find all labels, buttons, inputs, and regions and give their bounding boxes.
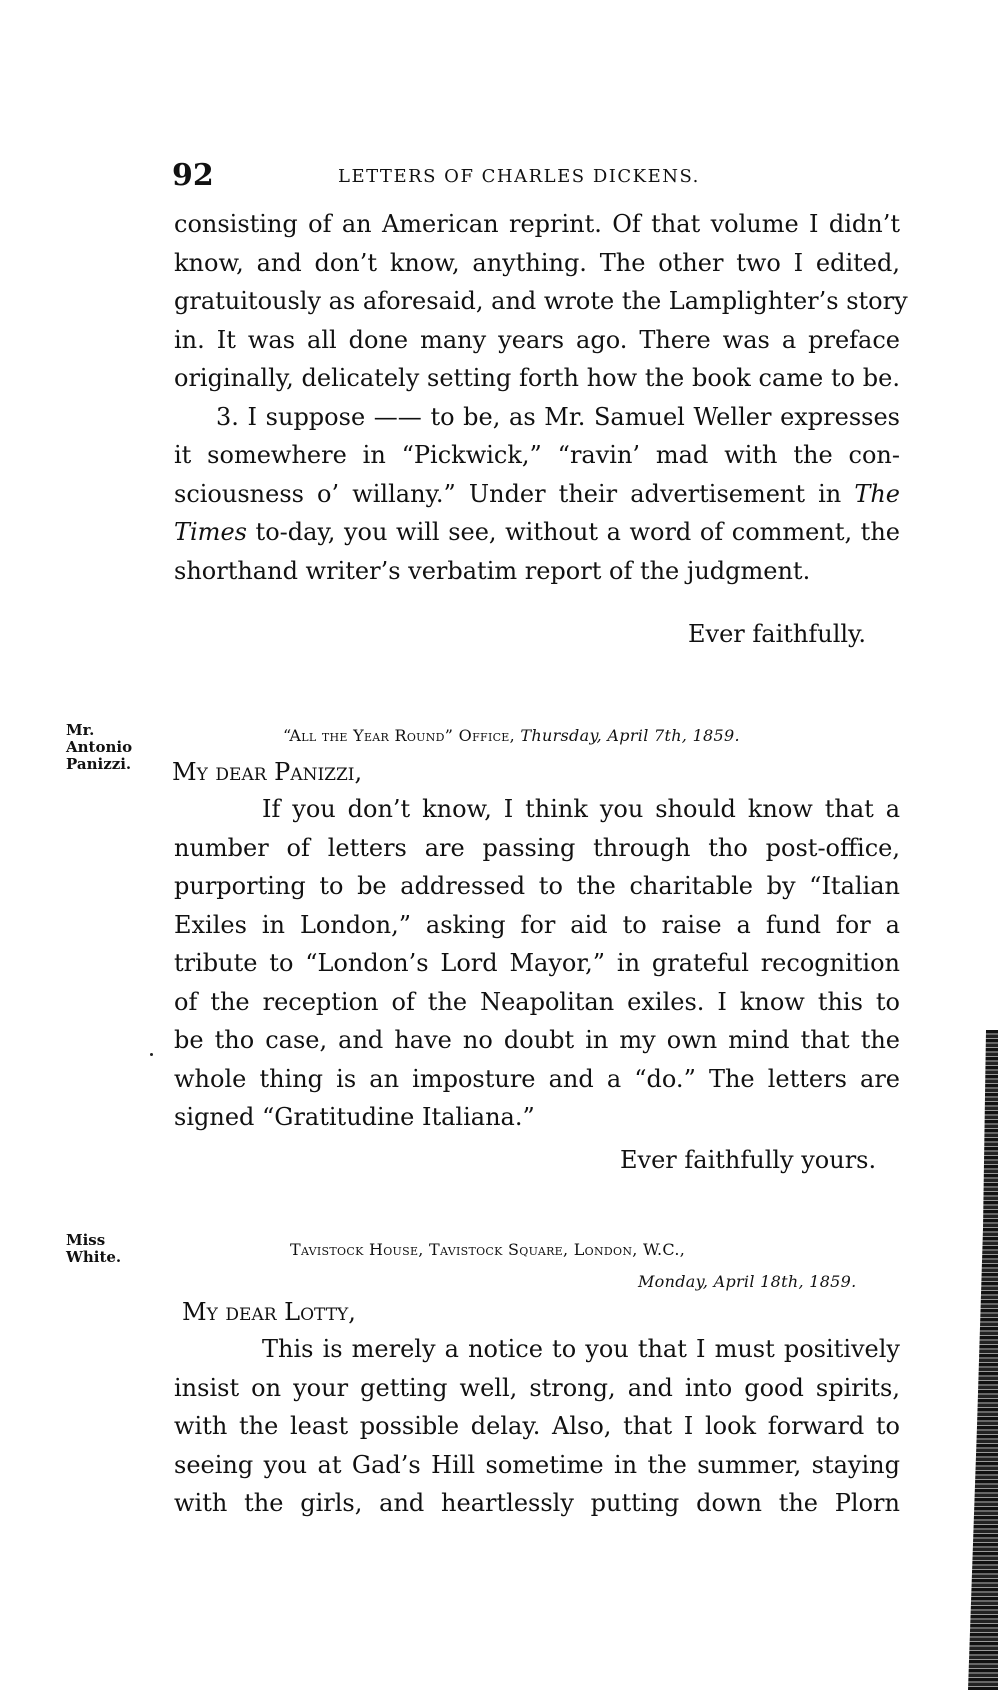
- text-line: insist on your getting well, strong, and into good spirits,: [174, 1373, 900, 1402]
- text-line: seeing you at Gad’s Hill sometime in the summer, staying: [174, 1450, 900, 1479]
- italic-times: Times: [174, 518, 247, 546]
- text-line: originally, delicately setting forth how the book came to be.: [174, 364, 900, 392]
- margin-note-line: Panizzi.: [66, 755, 132, 773]
- dateline-place: “All the Year Round” Office,: [283, 726, 516, 745]
- page-number: 92: [172, 158, 214, 193]
- signoff: Ever faithfully.: [688, 620, 867, 648]
- italic-the: The: [854, 479, 900, 508]
- text-line: 3. I suppose —— to be, as Mr. Samuel Weller expresses: [216, 402, 900, 431]
- text-line: of the reception of the Neapolitan exiles. I know this to: [174, 987, 900, 1016]
- continuation-text: [174, 205, 908, 590]
- text-line: If you don’t know, I think you should know that a: [262, 795, 900, 823]
- text-line: with the least possible delay. Also, that I look forward to: [174, 1412, 900, 1440]
- text-line: it somewhere in “Pickwick,” “ravin’ mad with the con-: [174, 441, 900, 469]
- text-line: consisting of an American reprint. Of that volume I didn’t: [174, 210, 900, 238]
- margin-note-recipient: [66, 722, 132, 773]
- text-fragment: to-day, you will see, without a word of comment, the: [255, 518, 900, 546]
- text-line: [174, 513, 900, 552]
- dateline-place: Tavistock House, Tavistock Square, London, W.C.,: [290, 1240, 686, 1259]
- ink-speck: [150, 1053, 153, 1056]
- margin-note-recipient: [66, 1232, 121, 1266]
- text-line: gratuitously as aforesaid, and wrote the Lamplighter’s story: [174, 287, 908, 315]
- letter-body: [174, 1330, 900, 1523]
- dateline-date-wrap: [638, 1272, 857, 1291]
- text-line: This is merely a notice to you that I must positively: [262, 1335, 900, 1363]
- margin-note-line: Antonio: [66, 738, 133, 756]
- text-line: know, and don’t know, anything. The other two I edited,: [174, 248, 900, 277]
- text-fragment: sciousness o’ willany.” Under their advertisement in: [174, 479, 855, 508]
- text-line: [174, 475, 900, 514]
- text-line: be tho case, and have no doubt in my own mind that the: [174, 1026, 900, 1054]
- text-line: number of letters are passing through tho post-office,: [174, 833, 900, 862]
- text-line: tribute to “London’s Lord Mayor,” in grateful recognition: [174, 949, 900, 977]
- salutation: My dear Panizzi,: [172, 758, 363, 786]
- text-line: whole thing is an imposture and a “do.” The letters are: [174, 1064, 900, 1093]
- signoff: Ever faithfully yours.: [620, 1146, 877, 1174]
- text-line: with the girls, and heartlessly putting down the Plorn: [174, 1489, 900, 1517]
- letter-body: [174, 790, 900, 1137]
- running-title: LETTERS OF CHARLES DICKENS.: [338, 166, 700, 187]
- text-line: Exiles in London,” asking for aid to raise a fund for a: [174, 910, 900, 939]
- text-line: shorthand writer’s verbatim report of the judgment.: [174, 556, 811, 585]
- page-binding-edge: [968, 1030, 998, 1690]
- dateline: [283, 726, 740, 745]
- margin-note-line: Miss: [66, 1231, 106, 1249]
- text-line: purporting to be addressed to the charitable by “Italian: [174, 872, 900, 900]
- margin-note-line: Mr.: [66, 721, 95, 739]
- salutation: My dear Lotty,: [182, 1298, 356, 1326]
- text-line: signed “Gratitudine Italiana.”: [174, 1103, 535, 1131]
- dateline-date: Monday, April 18th, 1859.: [638, 1272, 857, 1291]
- margin-note-line: White.: [66, 1248, 122, 1266]
- text-line: in. It was all done many years ago. There was a preface: [174, 325, 900, 354]
- dateline-date: Thursday, April 7th, 1859.: [520, 726, 740, 745]
